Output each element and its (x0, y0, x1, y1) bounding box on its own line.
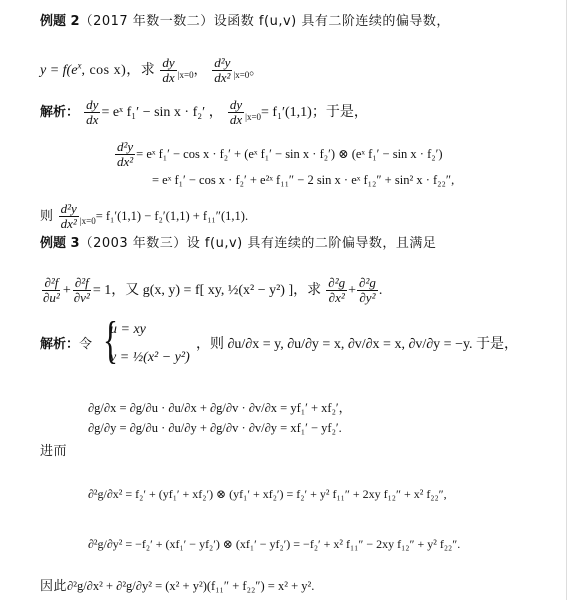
d2y-den: dx² (214, 70, 231, 85)
at-zero-3: x=0 (246, 112, 262, 122)
function-exp: x (77, 60, 82, 71)
sol1-first-derivative: = eˣ f₁′ − sin x · f₂′ ， (101, 105, 223, 120)
at-zero-sub: |x=0 (177, 70, 194, 80)
gx-derivation: ∂g/∂x = ∂g/∂u · ∂u/∂x + ∂g/∂v · ∂v/∂x = yf₁′ + xf₂′， (88, 401, 352, 415)
ze: 则 (40, 209, 54, 224)
gyy-derivation: ∂²g/∂y² = −f₂′ + (xf₁′ − yf₂′) ⊗ (xf₁′ − yf₂′) = −f₂′ + x² f₁₁″ − 2xy f₁₂″ + y² f₂₂″. (88, 537, 461, 551)
solution-1-line-3 (152, 172, 454, 189)
fuu-num: ∂²f (44, 275, 59, 290)
solution-1-line-2: $\frac{\text{d²y}}{\text{dx²}}$ = eˣ f₁′ − cos x · f₂′ + (eˣ f₁′ − sin x · f₂′) ⊗ (eˣ f₁′ − sin x · f₂′) (117, 139, 443, 169)
example-3-label: 例题 3 (40, 236, 80, 251)
system-eq-1: u = xy (110, 322, 146, 337)
dy-num: dy (162, 55, 175, 70)
example-3-text: 设 f(u,v) 具有连续的二阶偏导数，且满足 (186, 236, 437, 251)
example-3-source: （2003 年数三） (79, 236, 187, 251)
d2y-dx2-fraction (212, 56, 232, 85)
function-rest: , cos x)，求 (81, 63, 156, 78)
solution-2-label: 解析： (40, 337, 80, 352)
example-2-label: 例题 2 (40, 14, 80, 29)
fuu-den: ∂u² (43, 290, 60, 305)
solution-1-line-1: 解析： $\frac{dy}{dx}$ = eˣ f₁′ − sin x · f₂′ ， $\frac{dy}{dx}$ $_{|x=0}$= f₁′(1,1)；于是， (40, 97, 368, 127)
fvv-den: ∂v² (73, 290, 90, 305)
example-3-equation: $\frac{\text{∂²f}}{\text{∂u²}}$ + $\frac{\text{∂²f}}{\text{∂v²}}$ = 1，又 g(x, y) = f[ xy, ½(x² − y²) ]，求 $\frac{\text{∂²g}}{\text{∂x²}}$ + $\frac{\text{∂²g}}{\text{∂y²}}$ . (43, 275, 383, 305)
d2y-num: d²y (214, 55, 231, 70)
final-result-line (40, 578, 314, 595)
ling: 令 (79, 337, 93, 352)
gyy-num: ∂²g (359, 275, 376, 290)
solution-2-label-line (40, 337, 93, 353)
gyy-den: ∂y² (359, 290, 376, 305)
sol1-result: = f₁′(1,1) − f₂′(1,1) + f₁₁″(1,1). (95, 209, 249, 223)
jin-er: 进而 (40, 444, 68, 459)
example-2-end: 。 (249, 63, 263, 78)
gxx-derivation: ∂²g/∂x² = f₂′ + (yf₁′ + xf₂′) ⊗ (yf₁′ + xf₂′) = f₂′ + y² f₁₁″ + 2xy f₁₂″ + x² f₂₂″, (88, 487, 447, 501)
at-zero-2: x=0 (235, 70, 250, 80)
sol1-second-derivative: = eˣ f₁′ − cos x · f₂′ + (eˣ f₁′ − sin x · f₂′) ⊗ (eˣ f₁′ − sin x · f₂′) (136, 147, 443, 161)
at-zero-4: x=0 (81, 216, 96, 226)
solution-1-line-4: 则 $\frac{\text{d²y}}{\text{dx²}}$ $_{|x=0}$= f₁′(1,1) − f₂′(1,1) + f₁₁″(1,1). (40, 201, 249, 231)
partials-relation: ，则 ∂u/∂x = y, ∂u/∂y = x, ∂v/∂x = x, ∂v/∂y = −y. 于是， (196, 337, 519, 352)
at-zero-1: x=0 (179, 70, 194, 80)
system-eq-2: v = ½(x² − y²) (110, 350, 190, 365)
at-zero-sub-2: |x=0 (233, 70, 250, 80)
solution-1-label: 解析： (40, 105, 80, 120)
example-2-statement (40, 14, 450, 30)
dy-dx-fraction (160, 56, 176, 85)
example-2-text: 设函数 f(u,v) 具有二阶连续的偏导数， (213, 14, 450, 29)
fvv-num: ∂²f (74, 275, 89, 290)
example-3-statement (40, 236, 436, 252)
example-2-source: （2017 年数一数二） (79, 14, 214, 29)
sol1-expanded: = eˣ f₁′ − cos x · f₂′ + e²ˣ f₁₁″ − 2 sin x · eˣ f₁₂″ + sin² x · f₂₂″, (152, 173, 455, 187)
dy-den: dx (162, 70, 175, 85)
yinci: 因此 (40, 579, 68, 594)
system-brace: { (102, 312, 118, 369)
gy-derivation: ∂g/∂y = ∂g/∂u · ∂u/∂y + ∂g/∂v · ∂v/∂y = xf₁′ − yf₂′. (88, 421, 342, 435)
gxx-num: ∂²g (328, 275, 346, 290)
final-result: ∂²g/∂x² + ∂²g/∂y² = (x² + y²)(f₁₁″ + f₂₂″) = x² + y². (67, 579, 315, 593)
sol1-value-at-zero: = f₁′(1,1)；于是， (261, 105, 368, 120)
function-def: y = f(e (40, 63, 78, 78)
example-3-condition: = 1，又 g(x, y) = f[ xy, ½(x² − y²) ]，求 (92, 283, 322, 298)
example-2-function-line: $y = f(e^x$, cos x)，求 $\frac{dy}{dx}$ $_{|x=0}$， $\frac{\text{d²y}}{\text{dx²}}$ $_{|x=0}$。 (40, 55, 263, 85)
gxx-den: ∂x² (328, 290, 345, 305)
